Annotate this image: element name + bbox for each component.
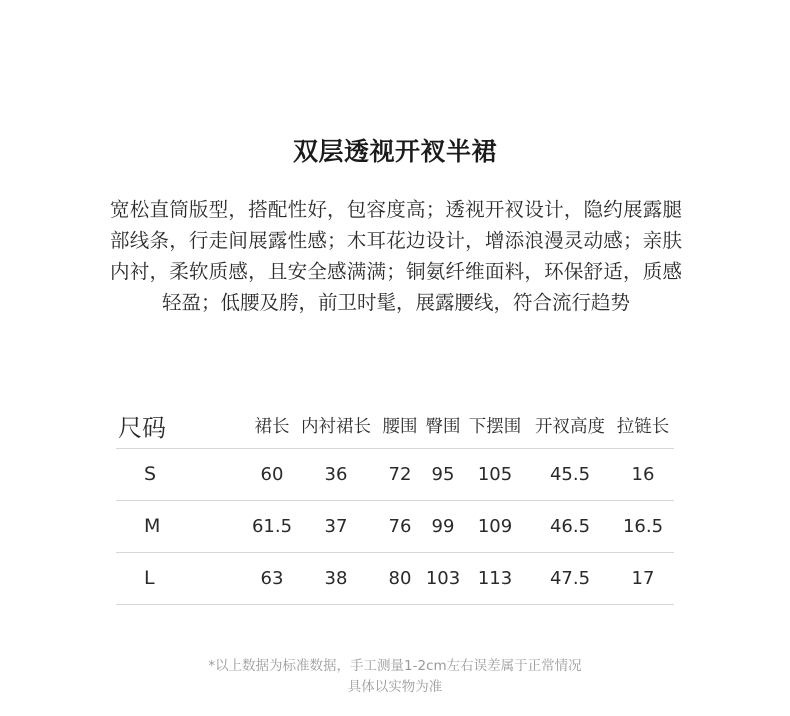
table-cell: 36 — [296, 448, 376, 500]
product-description: 宽松直筒版型，搭配性好，包容度高；透视开衩设计，隐约展露腿部线条，行走间展露性感；木耳花边设计，增添浪漫灵动感；亲肤内衬，柔软质感，且安全感满满；铜氨纤维面料，环保舒适，质感轻盈；低腰及胯，前卫时髦，展露腰线，符合流行趋势 — [110, 198, 682, 314]
table-cell: 105 — [462, 448, 528, 500]
column-header-waist: 腰围 — [376, 404, 424, 448]
table-cell: 63 — [248, 552, 296, 604]
table-cell: 99 — [424, 500, 462, 552]
table-cell: 95 — [424, 448, 462, 500]
column-header-lining-length: 内衬裙长 — [296, 404, 376, 448]
table-cell: 47.5 — [528, 552, 612, 604]
column-header-slit-height: 开衩高度 — [528, 404, 612, 448]
column-header-hem: 下摆围 — [462, 404, 528, 448]
table-cell: 38 — [296, 552, 376, 604]
table-cell: 76 — [376, 500, 424, 552]
table-cell: 17 — [612, 552, 674, 604]
table-cell: 103 — [424, 552, 462, 604]
size-cell: L — [116, 552, 248, 604]
column-header-size: 尺码 — [116, 404, 248, 448]
column-header-zipper-length: 拉链长 — [612, 404, 674, 448]
table-row — [116, 552, 674, 604]
table-cell: 46.5 — [528, 500, 612, 552]
table-cell: 60 — [248, 448, 296, 500]
table-cell: 80 — [376, 552, 424, 604]
table-header-row — [116, 404, 674, 448]
footnote-line-1: *以上数据为标准数据，手工测量1-2cm左右误差属于正常情况 — [208, 658, 582, 674]
table-cell: 16 — [612, 448, 674, 500]
table-cell: 72 — [376, 448, 424, 500]
table-cell: 37 — [296, 500, 376, 552]
column-header-skirt-length: 裙长 — [248, 404, 296, 448]
table-cell: 113 — [462, 552, 528, 604]
table-cell: 16.5 — [612, 500, 674, 552]
size-chart-table — [116, 404, 674, 605]
table-cell: 109 — [462, 500, 528, 552]
footnote-line-2: 具体以实物为准 — [347, 679, 443, 695]
product-title: 双层透视开衩半裙 — [292, 137, 497, 166]
size-cell: S — [116, 448, 248, 500]
table-row — [116, 448, 674, 500]
table-cell: 45.5 — [528, 448, 612, 500]
table-cell: 61.5 — [248, 500, 296, 552]
table-row — [116, 500, 674, 552]
column-header-hip: 臀围 — [424, 404, 462, 448]
measurement-footnote — [0, 656, 790, 698]
size-cell: M — [116, 500, 248, 552]
